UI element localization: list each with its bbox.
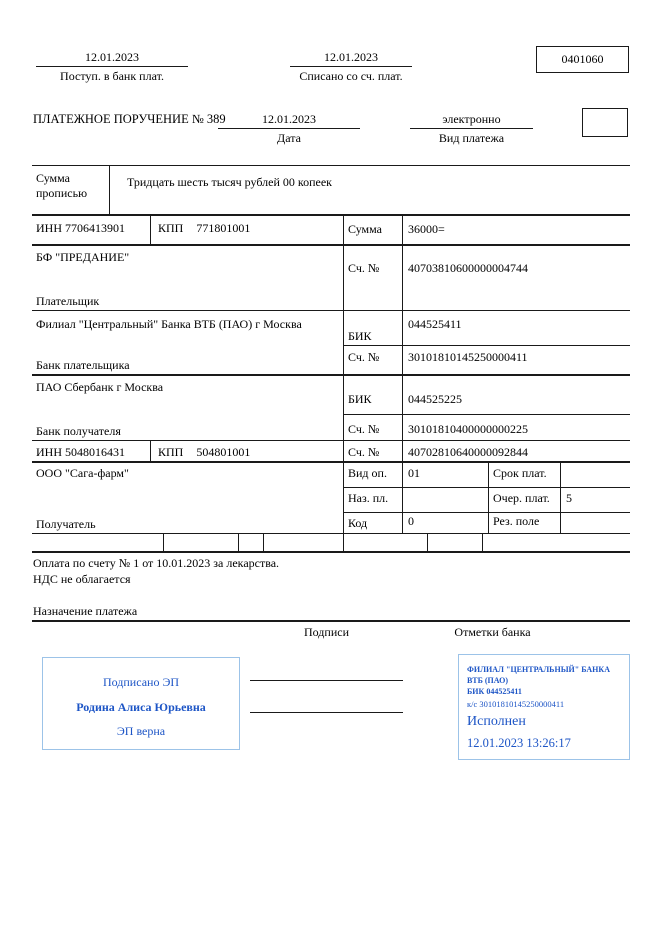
grid-line-v-receiver-inn-kpp bbox=[150, 440, 151, 461]
srok-plat-label: Срок плат. bbox=[493, 466, 547, 480]
grid-line-v-amountwords bbox=[109, 165, 110, 214]
amount-words-label-line1: Сумма bbox=[36, 171, 70, 185]
grid-line-h-budgetrow-bottom bbox=[32, 551, 630, 553]
grid-line-h-top bbox=[32, 165, 630, 166]
receiver-section-label: Получатель bbox=[36, 517, 96, 531]
grid-line-h-payerbik-bottom bbox=[343, 345, 630, 346]
payer-bank-name: Филиал "Центральный" Банка ВТБ (ПАО) г Москва bbox=[36, 317, 302, 331]
grid-line-h-receiverinn-bottom bbox=[32, 461, 630, 463]
payer-kpp-value: 771801001 bbox=[196, 221, 251, 235]
form-code: 0401060 bbox=[561, 52, 604, 66]
bank-stamp-status: Исполнен bbox=[467, 714, 526, 729]
payer-kpp-label: КПП bbox=[158, 221, 184, 235]
esign-line3: ЭП верна bbox=[116, 724, 166, 738]
amount-words-label bbox=[36, 171, 87, 201]
sum-value: 36000= bbox=[408, 222, 445, 236]
payment-kind-value: электронно bbox=[442, 112, 501, 126]
receiver-name: ООО "Сага-фарм" bbox=[36, 466, 129, 480]
received-in-bank-label: Поступ. в банк плат. bbox=[60, 69, 164, 83]
grid-line-h-purpose-bottom bbox=[32, 620, 630, 622]
signatures-header: Подписи bbox=[303, 625, 350, 639]
status-code-box bbox=[582, 108, 628, 137]
grid-line-h-payerbank-bottom bbox=[32, 374, 630, 376]
document-title: ПЛАТЕЖНОЕ ПОРУЧЕНИЕ № 389 bbox=[33, 112, 226, 126]
payer-bank-account: 30101810145250000411 bbox=[408, 350, 528, 364]
payer-kpp bbox=[158, 221, 250, 235]
bank-stamp-line1: ФИЛИАЛ "ЦЕНТРАЛЬНЫЙ" БАНКА bbox=[467, 665, 610, 674]
receiver-bank-account: 30101810400000000225 bbox=[408, 422, 528, 436]
grid-line-v-valuecol-left bbox=[402, 215, 403, 533]
debited-date: 12.01.2023 bbox=[324, 50, 378, 64]
grid-line-v-payer-inn-kpp bbox=[150, 215, 151, 244]
payer-section-label: Плательщик bbox=[36, 294, 100, 308]
payer-bik-label: БИК bbox=[348, 329, 372, 343]
grid-line-v-labelcol-left bbox=[343, 215, 344, 551]
payer-bank-section-label: Банк плательщика bbox=[36, 358, 130, 372]
debited-date-underline bbox=[290, 66, 412, 67]
electronic-signature-stamp bbox=[42, 657, 240, 750]
sum-label: Сумма bbox=[348, 222, 382, 236]
payment-kind-underline bbox=[410, 128, 533, 129]
payer-account-label: Сч. № bbox=[348, 261, 380, 275]
document-date: 12.01.2023 bbox=[262, 112, 316, 126]
grid-line-v-budget-3 bbox=[263, 533, 264, 551]
bank-stamp-datetime: 12.01.2023 13:26:17 bbox=[467, 736, 571, 750]
grid-line-v-budget-2 bbox=[238, 533, 239, 551]
payer-bik: 044525411 bbox=[408, 317, 462, 331]
bank-marks-header: Отметки банка bbox=[454, 625, 531, 639]
payer-name: БФ "ПРЕДАНИЕ" bbox=[36, 250, 130, 264]
kod-label: Код bbox=[348, 516, 368, 530]
receiver-bik: 044525225 bbox=[408, 392, 462, 406]
form-code-box bbox=[536, 46, 629, 73]
amount-words-label-line2: прописью bbox=[36, 186, 88, 200]
signature-line-1 bbox=[250, 680, 403, 681]
grid-line-v-budget-1 bbox=[163, 533, 164, 551]
bank-stamp-line2: ВТБ (ПАО) bbox=[467, 676, 509, 685]
rez-pole-label: Рез. поле bbox=[493, 514, 540, 528]
document-date-label: Дата bbox=[277, 131, 301, 145]
document-date-underline bbox=[218, 128, 360, 129]
receiver-kpp-value: 504801001 bbox=[196, 445, 251, 459]
grid-line-v-budget-5 bbox=[482, 533, 483, 551]
bank-stamp-line3: БИК 044525411 bbox=[467, 687, 522, 696]
receiver-inn: ИНН 5048016431 bbox=[36, 445, 125, 459]
received-in-bank-date: 12.01.2023 bbox=[85, 50, 139, 64]
payment-kind-label: Вид платежа bbox=[438, 131, 505, 145]
amount-in-words: Тридцать шесть тысяч рублей 00 копеек bbox=[127, 175, 333, 189]
grid-line-h-receiver-bottom bbox=[32, 533, 630, 534]
receiver-kpp bbox=[158, 445, 250, 459]
grid-line-v-budget-4 bbox=[427, 533, 428, 551]
debited-label: Списано со сч. плат. bbox=[299, 69, 403, 83]
grid-line-v-valuecol2-left bbox=[560, 461, 561, 533]
grid-line-h-vidop-bottom bbox=[343, 487, 630, 488]
receiver-bank-section-label: Банк получателя bbox=[36, 424, 121, 438]
grid-line-h-receiverbank-bottom bbox=[32, 440, 630, 441]
naz-pl-label: Наз. пл. bbox=[348, 491, 389, 505]
vid-op-label: Вид оп. bbox=[348, 466, 387, 480]
grid-line-h-amountwords-bottom bbox=[32, 214, 630, 216]
kod-value: 0 bbox=[408, 514, 414, 528]
received-date-underline bbox=[36, 66, 188, 67]
grid-line-v-labelcol2-left bbox=[488, 461, 489, 533]
bank-stamp-line4: к/с 30101810145250000411 bbox=[467, 699, 565, 709]
grid-line-h-nazpl-bottom bbox=[343, 512, 630, 513]
purpose-line1: Оплата по счету № 1 от 10.01.2023 за лекарства. bbox=[33, 556, 280, 570]
payer-account: 40703810600000004744 bbox=[408, 261, 528, 275]
signature-line-2 bbox=[250, 712, 403, 713]
receiver-kpp-label: КПП bbox=[158, 445, 184, 459]
ocher-plat-value: 5 bbox=[566, 491, 572, 505]
ocher-plat-label: Очер. плат. bbox=[493, 491, 550, 505]
grid-line-h-inn-bottom bbox=[32, 244, 630, 246]
esign-line1: Подписано ЭП bbox=[102, 675, 180, 689]
grid-line-h-receiverbik-bottom bbox=[343, 414, 630, 415]
esign-name: Родина Алиса Юрьевна bbox=[76, 700, 206, 714]
purpose-line2: НДС не облагается bbox=[33, 572, 131, 586]
receiver-bik-label: БИК bbox=[348, 392, 372, 406]
grid-line-h-payer-bottom bbox=[32, 310, 630, 311]
purpose-section-label: Назначение платежа bbox=[33, 604, 138, 618]
receiver-bank-name: ПАО Сбербанк г Москва bbox=[36, 380, 164, 394]
payer-bank-account-label: Сч. № bbox=[348, 350, 380, 364]
receiver-bank-account-label: Сч. № bbox=[348, 422, 380, 436]
bank-marks-stamp bbox=[458, 654, 630, 760]
vid-op-value: 01 bbox=[408, 466, 420, 480]
payer-inn: ИНН 7706413901 bbox=[36, 221, 125, 235]
receiver-account: 40702810640000092844 bbox=[408, 445, 528, 459]
receiver-account-label: Сч. № bbox=[348, 445, 380, 459]
